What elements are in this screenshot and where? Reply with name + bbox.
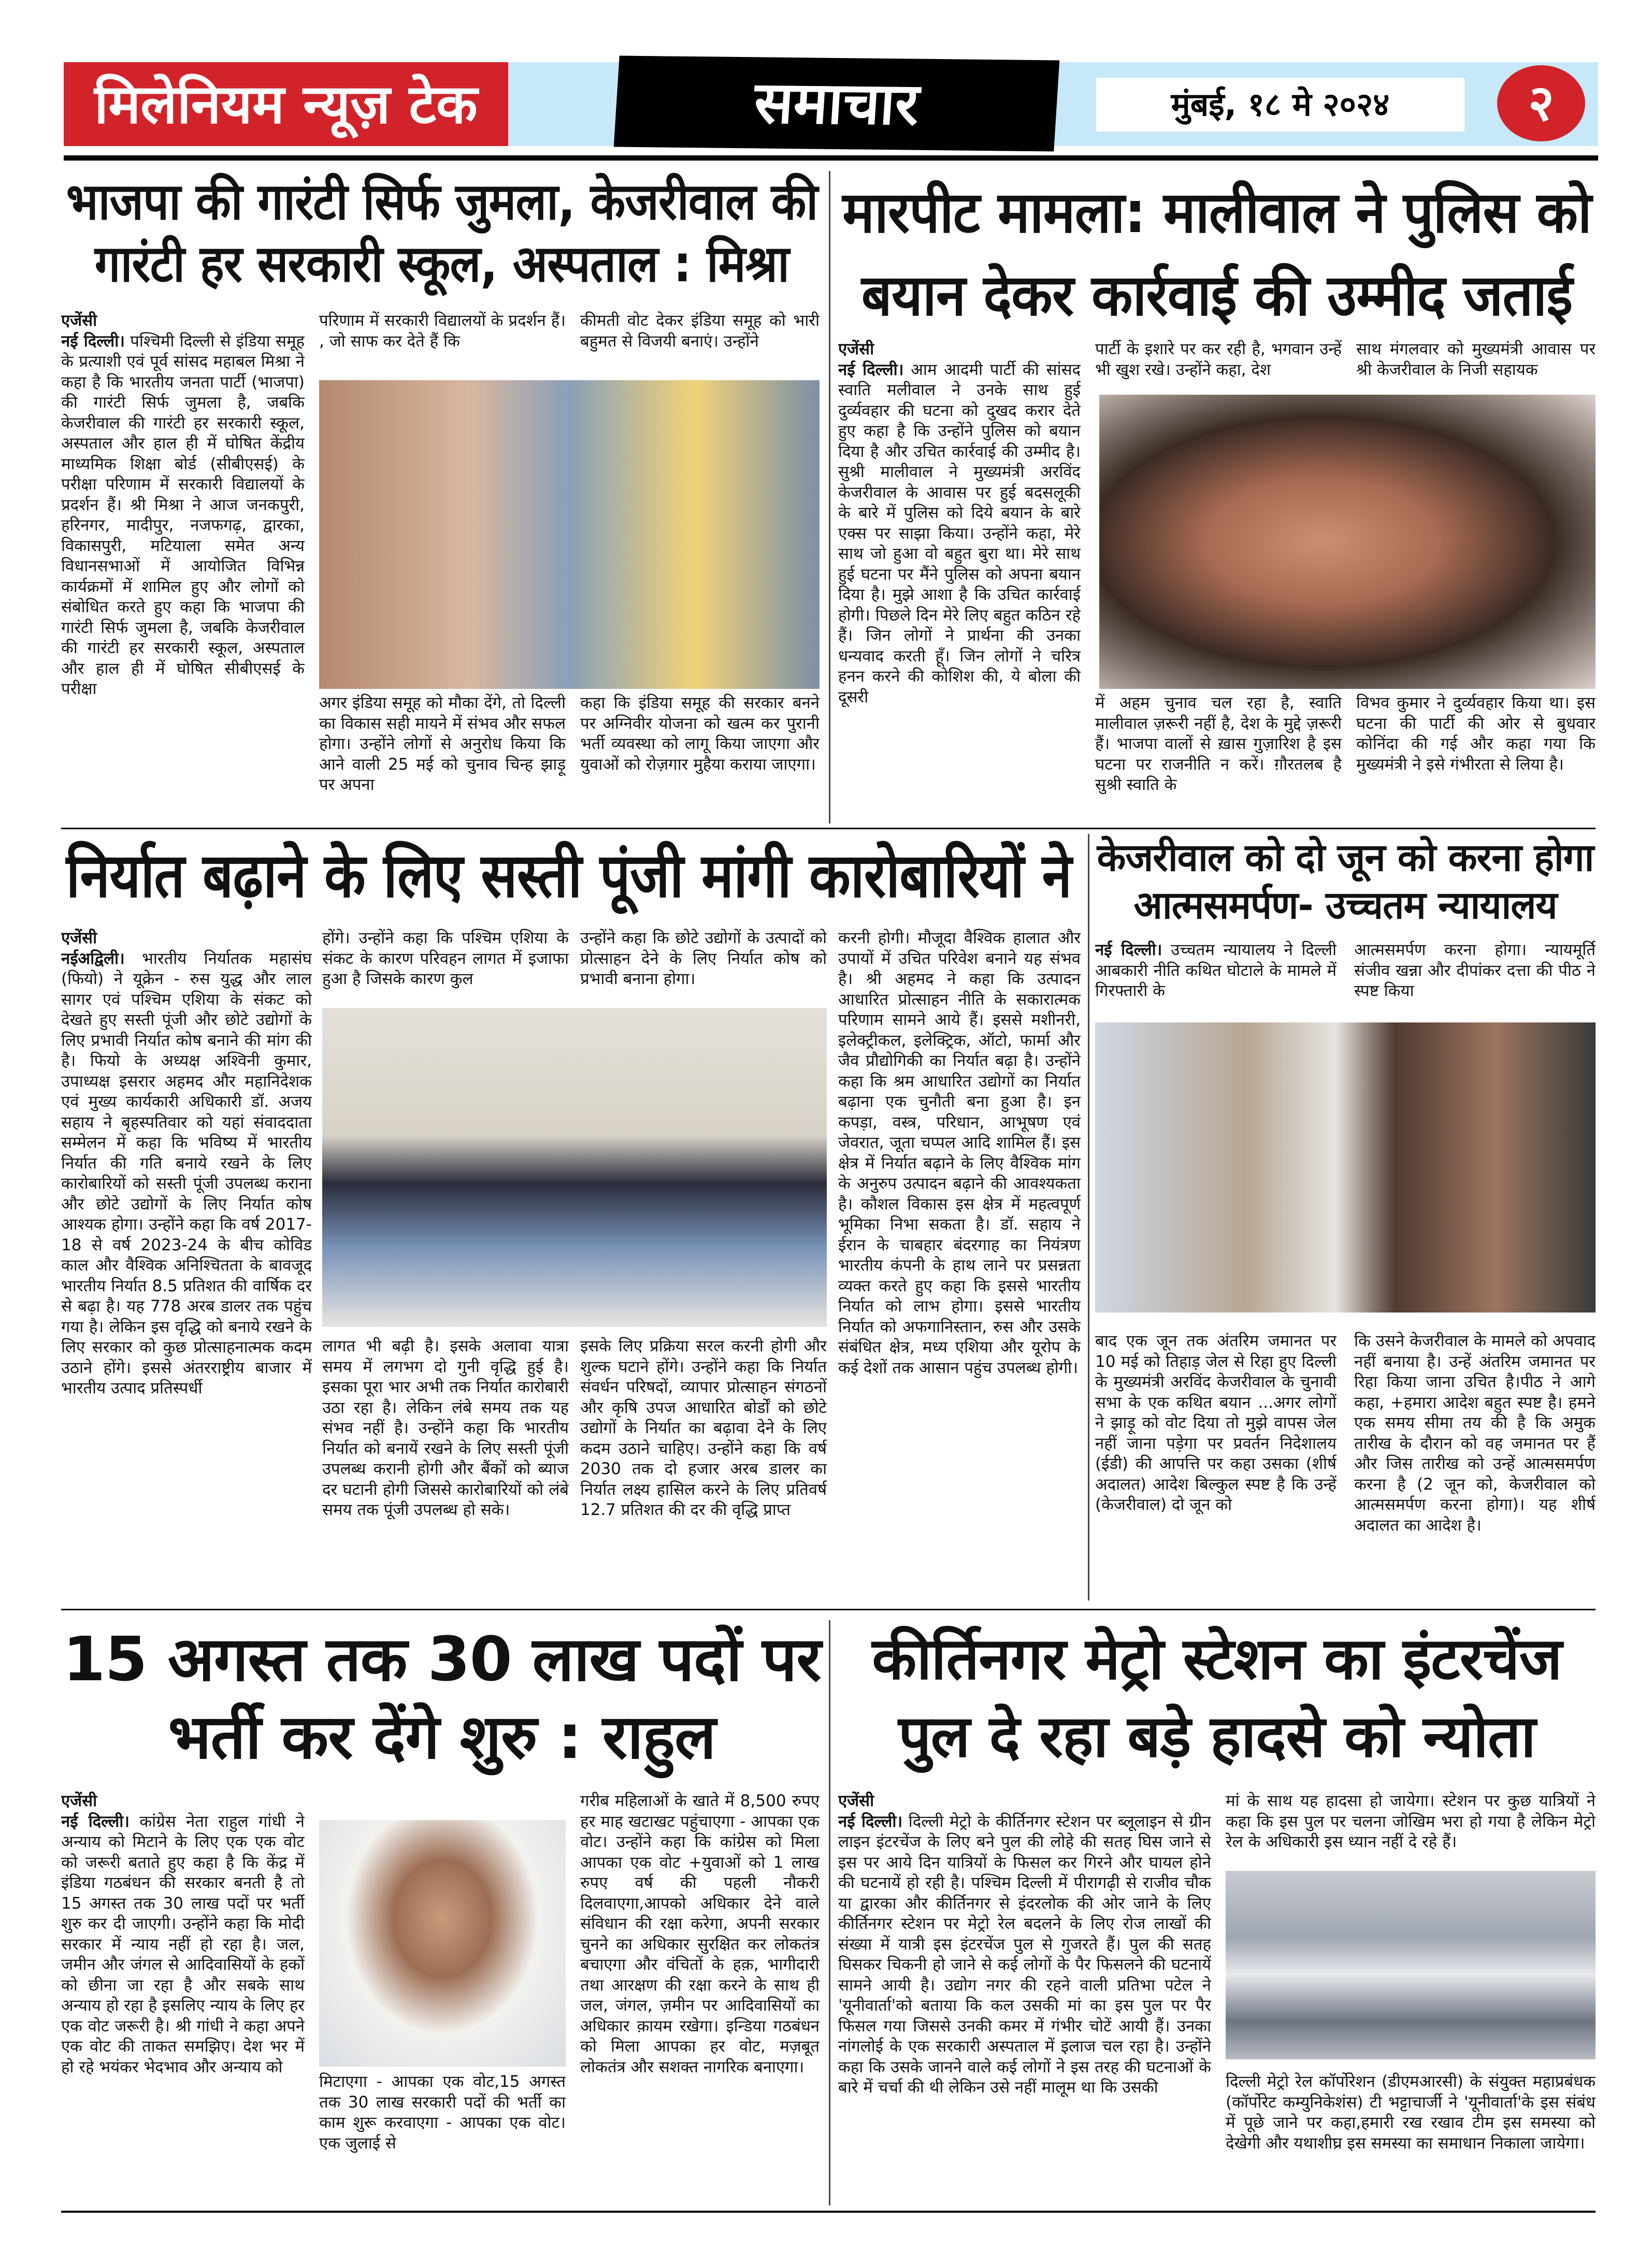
agency-credit: एजेंसी (61, 929, 97, 947)
body-text: उच्चतम न्यायालय ने दिल्ली आबकारी नीति कथित घोटाले के मामले में गिरफ्तारी के (1095, 941, 1337, 1000)
article-4-headline: केजरीवाल को दो जून को करना होगा आत्मसमर्पण- उच्चतम न्यायालय (1097, 835, 1594, 928)
article-3-col-2-bottom: लागत भी बढ़ी है। इसके अलावा यात्रा समय में लगभग दो गुनी वृद्धि हुई है। इसका पूरा भार अभी तक निर्यात कारोबारी उठा रहा है। लेकिन लंबे समय तक यह संभव नहीं है। उन्होंने कहा कि भारतीय निर्यात को बनायें रखने के लिए सस्ती पूंजी उपलब्ध करानी होगी और बैंकों को ब्याज दर घटानी होगी जिससे कारोबारियों को लंबे समय तक पूंजी उपलब्ध हो सके। (322, 1337, 569, 1519)
article-6-col-2-top: मां के साथ यह हादसा हो जायेगा। स्टेशन पर कुछ यात्रियों ने कहा कि इस पुल पर चलना जोखिम भरा हो गया है लेकिन मेट्रो रेल के अधिकारी इस ध्यान नहीं दे रहे हैं। (1226, 1792, 1596, 1851)
article-3-col-2-top: होंगे। उन्होंने कहा कि पश्चिम एशिया के संकट के कारण परिवहन लागत में इजाफा हुआ है जिसके कारण कुल (322, 929, 569, 988)
article-3-headline: निर्यात बढ़ाने के लिए सस्ती पूंजी मांगी कारोबारियों ने (66, 840, 1072, 911)
article-5-col-1 (61, 1791, 305, 2200)
article-6-col-1 (838, 1791, 1211, 2200)
article-3-col-3-top: उन्होंने कहा कि छोटे उद्योगों के उत्पादों को प्रोत्साहन देने के लिए निर्यात कोष को प्रभावी बनाना होगा। (580, 929, 827, 988)
dateline-city: नई दिल्ली। (838, 1812, 903, 1831)
dateline-city: नई दिल्ली। (61, 331, 125, 351)
article-4-col-2-bottom: कि उसने केजरीवाल के मामले को अपवाद नहीं बनाया है। उन्हें अंतरिम जमानत पर रिहा किया जाना उचित है।पीठ ने आगे कहा, +हमारा आदेश बहुत स्पष्ट है। हमने एक समय सीमा तय की है कि अमुक तारीख के दौरान को वह जमानत पर हैं और जिस तारीख को उन्हें आत्मसमर्पण करना है (2 जून को, केजरीवाल को आत्मसमर्पण करना होगा)। यह शीर्ष अदालत का आदेश है। (1354, 1332, 1596, 1535)
dateline-city: नई दिल्ली। (838, 360, 904, 379)
article-4-col-2-top: आत्मसमर्पण करना होगा। न्यायमूर्ति संजीव खन्ना और दीपांकर दत्ता की पीठ ने स्पष्ट किया (1354, 941, 1596, 1000)
section-rule (61, 1609, 1596, 1610)
article-2-col-2-top: पार्टी के इशारे पर कर रही है, भगवान उन्हें भी खुश रखे। उन्होंने कहा, देश (1095, 340, 1342, 379)
dateline-city: नई दिल्ली। (1095, 941, 1162, 959)
dateline-city: नईअद्विली। (61, 949, 125, 968)
article-5-col-3: गरीब महिलाओं के खाते में 8,500 रुपए हर माह खटाखट पहुंचाएगा - आपका एक वोट। उन्होंने कहा कि कांग्रेस को मिला आपका एक वोट +युवाओं को 1 लाख रुपए वर्ष की पहली नौकरी दिलवाएगा,आपको अधिकार देने वाले संविधान की रक्षा करेगा, अपनी सरकार चुनने का अधिकार सुरक्षित कर लोकतंत्र बचाएगा और वंचितों के हक़, भागीदारी तथा आरक्षण की रक्षा करने के साथ ही जल, जंगल, ज़मीन पर आदिवासियों का अधिकार क़ायम रखेगा। इन्डिया गठबंधन को मिला आपका हर वोट, मज़बूत लोकतंत्र और सशक्त नागरिक बनाएगा। (580, 1792, 820, 2076)
article-3-col-3-bottom: इसके लिए प्रक्रिया सरल करनी होगी और शुल्क घटाने होंगे। उन्होंने कहा कि निर्यात संवर्धन परिषदों, व्यापार प्रोत्साहन संगठनों और कृषि उपज आधारित बोर्डों को छोटे उद्योगों के निर्यात का बढ़ावा देने के लिए कदम उठाने चाहिए। उन्होंने कहा कि वर्ष 2030 तक दो हजार अरब डालर का निर्यात लक्ष्य हासिल करने के लिए प्रतिवर्ष 12.7 प्रतिशत की दर की वृद्धि प्राप्त (580, 1337, 827, 1519)
article-1-col-2-bottom: अगर इंडिया समूह को मौका देंगे, तो दिल्ली का विकास सही मायने में संभव और सफल होगा। उन्होंने लोगों से अनुरोध किया कि आने वाली 25 मई को चुनाव चिन्ह झाड़ू पर अपना (319, 694, 566, 794)
photo-fieo-press-conference (322, 1008, 827, 1327)
body-text: दिल्ली मेट्रो के कीर्तिनगर स्टेशन पर ब्लूलाइन से ग्रीन लाइन इंटरचेंज के लिए बने पुल की लोहे की सतह घिस जाने से इस पर आये दिन यात्रियों के फिसल कर गिरने और घायल होने की घटनायें हो रही है। पश्चिम दिल्ली में पीरागढ़ी से राजीव चौक या द्वारका और कीर्तिनगर से इंदरलोक की ओर जाने के लिए कीर्तिनगर स्टेशन पर मेट्रो रेल बदलने के लिए रोज लाखों की संख्या में यात्री इस इंटरचेंज पुल से गुजरते हैं। पुल की सतह घिसकर चिकनी हो जाने से कई लोगों के पैर फिसलने की घटनायें सामने आयी है। उद्योग नगर की रहने वाली प्रतिभा पटेल ने 'यूनीवार्ता'को बताया कि कल उसकी मां का इस पुल पर पैर फिसल गया जिससे उनकी कमर में गंभीर चोटें आयी हैं। उनका नांगलोई के एक सरकारी अस्पताल में इलाज चल रहा है। उन्होंने कहा कि उसके जानने वाले कई लोगों ने इस तरह की घटनाओं के बारे में चर्चा की थी लेकिन उसे नहीं मालूम था कि उसकी (838, 1812, 1211, 2097)
column-divider (829, 1620, 830, 2205)
article-1-col-3-top: कीमती वोट देकर इंडिया समूह को भारी बहुमत से विजयी बनाएं। उन्होंने (580, 311, 820, 351)
article-4-col-1-bottom: बाद एक जून तक अंतरिम जमानत पर 10 मई को तिहाड़ जेल से रिहा हुए दिल्ली के मुख्यमंत्री अरविंद केजरीवाल के चुनावी सभा के एक कथित बयान ...अगर लोगों ने झाड़ू को वोट दिया तो मुझे वापस जेल नहीं जाना पड़ेगा पर प्रवर्तन निदेशालय (ईडी) की आपत्ति पर कहा उसका (शीर्ष अदालत) आदेश बिल्कुल स्पष्ट है कि उन्हें (केजरीवाल) दो जून को (1095, 1332, 1337, 1514)
column-divider (829, 171, 830, 824)
section-title-text: समाचार (752, 69, 921, 138)
photo-swati-maliwal (1099, 395, 1596, 689)
dateline-text: मुंबई, १८ मे २०२४ (1171, 85, 1390, 123)
article-4-col-1-top (1095, 940, 1337, 1005)
photo-metro-train (1226, 1871, 1596, 2059)
article-3-col-4: करनी होगी। मौजूदा वैश्विक हालात और उपायों में उचित परिवेश बनाने यह संभव है। श्री अहमद ने कहा कि उत्पादन आधारित प्रोत्साहन नीति के सकारात्मक परिणाम सामने आये हैं। इससे मशीनरी, इलेक्ट्रीकल, इलेक्ट्रिक, ऑटो, फार्मा और जैव प्रौद्योगिकी का निर्यात बढ़ा है। उन्होंने कहा कि श्रम आधारित उद्योगों का निर्यात बढ़ाना एक चुनौती बना हुआ है। इन कपड़ा, वस्त्र, परिधान, आभूषण एवं जेवरात, जूता चप्पल आदि शामिल हैं। इस क्षेत्र में निर्यात बढ़ाने के लिए वैश्विक मांग के अनुरुप उत्पादन बढ़ाने की आवश्यकता है। कौशल विकास इस क्षेत्र में महत्वपूर्ण भूमिका निभा सकता है। डॉ. सहाय ने ईरान के चाबहार बंदरगाह का नियंत्रण भारतीय कंपनी के हाथ लाने पर प्रसन्नता व्यक्त करते हुए कहा कि इससे भारतीय निर्यात को लाभ होगा। इससे भारतीय निर्यात को अफगानिस्तान, रुस और उसके संबंधित क्षेत्र, मध्य एशिया और यूरोप के कई देशों तक आसान पहुंच उपलब्ध होगी। (838, 929, 1081, 1377)
agency-credit: एजेंसी (61, 311, 97, 330)
article-1-headline: भाजपा की गारंटी सिर्फ जुमला, केजरीवाल की गारंटी हर सरकारी स्कूल, अस्पताल : मिश्रा (66, 172, 818, 294)
brand-logo (64, 62, 508, 146)
column-divider (1088, 834, 1089, 1600)
article-2-col-1 (838, 339, 1081, 821)
section-title (614, 56, 1060, 152)
page-number: २ (1497, 65, 1585, 141)
body-text: पश्चिमी दिल्ली से इंडिया समूह के प्रत्याशी एवं पूर्व सांसद महाबल मिश्रा ने कहा है कि भारतीय जनता पार्टी (भाजपा) की गारंटी सिर्फ जुमला है, जबकि केजरीवाल की गारंटी हर सरकारी स्कूल, अस्पताल और हाल ही में घोषित केंद्रीय माध्यमिक शिक्षा बोर्ड (सीबीएसई) के परीक्षा परिणाम में सरकारी विद्यालयों के प्रदर्शन हैं। श्री मिश्रा ने आज जनकपुरी, हरिनगर, मादीपुर, नजफगढ़, द्वारका, विकासपुरी, मटियाला समेत अन्य विधानसभाओं में आयोजित विभिन्न कार्यक्रमों में शामिल हुए और लोगों को संबोधित करते हुए कहा कि भाजपा की गारंटी सिर्फ जुमला है, जबकि केजरीवाल की गारंटी हर सरकारी स्कूल, अस्पताल और हाल ही में घोषित सीबीएसई के परीक्षा (61, 331, 305, 698)
article-2-col-3-top: साथ मंगलवार को मुख्यमंत्री आवास पर श्री केजरीवाल के निजी सहायक (1356, 340, 1596, 379)
photo-rahul-gandhi (319, 1820, 566, 2067)
body-text: भारतीय निर्यातक महासंघ (फियो) ने यूक्रेन - रुस युद्ध और लाल सागर एवं पश्चिम एशिया के संकट को देखते हुए सस्ती पूंजी और छोटे उद्योगों के लिए प्रभावी निर्यात कोष बनाने की मांग की है। फियो के अध्यक्ष अश्विनी कुमार, उपाध्यक्ष इसरार अहमद और महानिदेशक एवं मुख्य कार्यकारी अधिकारी डॉ. अजय सहाय ने बृहस्पतिवार को यहां संवाददाता सम्मेलन में कहा कि भविष्य में भारतीय निर्यात की गति बनाये रखने के लिए कारोबारियों को सस्ती पूंजी उपलब्ध कराना और छोटे उद्योगों के लिए निर्यात कोष आश्यक होगा। उन्होंने कहा कि वर्ष 2017-18 से वर्ष 2023-24 के बीच कोविड काल और वैश्विक अनिश्चितता के बावजूद भारतीय निर्यात 8.5 प्रतिशत की वार्षिक दर से बढ़ा है। यह 778 अरब डालर तक पहुंच गया है। लेकिन इस वृद्धि को बनाये रखने के लिए सरकार को कुछ प्रोत्साहनात्मक कदम उठाने होंगे। इससे अंतरराष्ट्रीय बाजार में भारतीय उत्पाद प्रतिस्पर्धी (61, 949, 312, 1397)
body-text: कांग्रेस नेता राहुल गांधी ने अन्याय को मिटाने के लिए एक एक वोट को जरूरी बताते हुए कहा है कि केंद्र में इंडिया गठबंधन की सरकार बनती है तो 15 अगस्त तक 30 लाख पदों पर भर्ती शुरु कर दी जाएगी। उन्होंने कहा कि मोदी सरकार में न्याय नहीं हो रहा है। जल, जमीन और जंगल से आदिवासियों के हकों को छीना जा रहा है और सबके साथ अन्याय हो रहा है इसलिए न्याय के लिए हर एक वोट जरूरी है। श्री गांधी ने कहा अपने एक वोट की ताकत समझिए। देश भर में हो रहे भयंकर भेदभाव और अन्याय को (61, 1812, 305, 2076)
masthead-rule (64, 155, 1598, 161)
body-text: आम आदमी पार्टी की सांसद स्वाति मलीवाल ने उनके साथ हुई दुर्व्यवहार की घटना को दुखद करार देते हुए कहा है कि उन्होंने पुलिस को बयान दिया है और उचित कार्रवाई की उम्मीद है। सुश्री मालीवाल ने मुख्यमंत्री अरविंद केजरीवाल के आवास पर हुई बदसलूकी के बारे में पुलिस को दिये बयान के बारे एक्स पर साझा किया। उन्होंने कहा, मेरे साथ जो हुआ वो बहुत बुरा था। मेरे साथ हुई घटना पर मैंने पुलिस को अपना बयान दिया है। मुझे आशा है कि उचित कार्रवाई होगी। पिछले दिन मेरे लिए बहुत कठिन रहे हैं। जिन लोगों ने प्रार्थना की उनका धन्यवाद करती हूँ। जिन लोगों ने चरित्र हनन करने की कोशिश की, ये बोला की दूसरी (838, 360, 1081, 706)
agency-credit: एजेंसी (61, 1792, 97, 1810)
footer-rule (61, 2211, 1596, 2213)
article-5-col-2-bottom: मिटाएगा - आपका एक वोट,15 अगस्त तक 30 लाख सरकारी पदों की भर्ती का काम शुरू करवाएगा - आपका एक वोट। एक जुलाई से (319, 2072, 566, 2153)
photo-supreme-court-and-kejriwal (1095, 1022, 1596, 1313)
article-3-col-1 (61, 928, 312, 1596)
brand-logo-text: मिलेनियम न्यूज़ टेक (94, 73, 478, 136)
article-2-headline: मारपीट मामला: मालीवाल ने पुलिस को बयान देकर कार्रवाई की उम्मीद जताई (842, 179, 1591, 328)
article-2-col-2-bottom: में अहम चुनाव चल रहा है, स्वाति मालीवाल ज़रूरी नहीं है, देश के मुद्दे ज़रूरी हैं। भाजपा वालों से ख़ास गुज़ारिश है इस घटना पर राजनीति न करें। ग़ौरतलब है सुश्री स्वाति के (1095, 694, 1342, 794)
article-6-headline: कीर्तिनगर मेट्रो स्टेशन का इंटरचेंज पुल दे रहा बड़े हादसे को न्योता (872, 1625, 1562, 1770)
article-6-col-2-bottom: दिल्ली मेट्रो रेल कॉर्पोरेशन (डीएमआरसी) के संयुक्त महाप्रबंधक (कॉर्पोरेट कम्युनिकेशंस) टी भट्टाचार्जी ने 'यूनीवार्ता'के इस संबंध में पूछे जाने पर कहा,हमारी रख रखाव टीम इस समस्या को देखेगी और यथाशीघ्र इस समस्या का समाधान निकाला जायेगा। (1226, 2072, 1596, 2153)
article-1-col-1 (61, 311, 305, 821)
article-5-headline: 15 अगस्त तक 30 लाख पदों पर भर्ती कर देंगे शुरु : राहुल (63, 1623, 821, 1772)
article-1-col-3-bottom: कहा कि इंडिया समूह की सरकार बनने पर अग्निवीर योजना को खत्म कर पुरानी भर्ती व्यवस्था को लागू किया जाएगा और युवाओं को रोज़गार मुहैया कराया जाएगा। (580, 694, 820, 774)
section-rule (61, 828, 1596, 829)
agency-credit: एजेंसी (838, 1792, 874, 1810)
photo-kejriwal-and-mahabal-mishra (319, 380, 820, 689)
dateline (1096, 78, 1464, 132)
article-1-col-2-top: परिणाम में सरकारी विद्यालयों के प्रदर्शन हैं। , जो साफ कर देते हैं कि (319, 311, 566, 351)
article-2-col-3-bottom: विभव कुमार ने दुर्व्यवहार किया था। इस घटना की पार्टी की ओर से बुधवार कोनिंदा की गई और कहा गया कि मुख्यमंत्री ने इसे गंभीरता से लिया है। (1356, 694, 1596, 774)
agency-credit: एजेंसी (838, 340, 874, 358)
dateline-city: नई दिल्ली। (61, 1812, 130, 1831)
